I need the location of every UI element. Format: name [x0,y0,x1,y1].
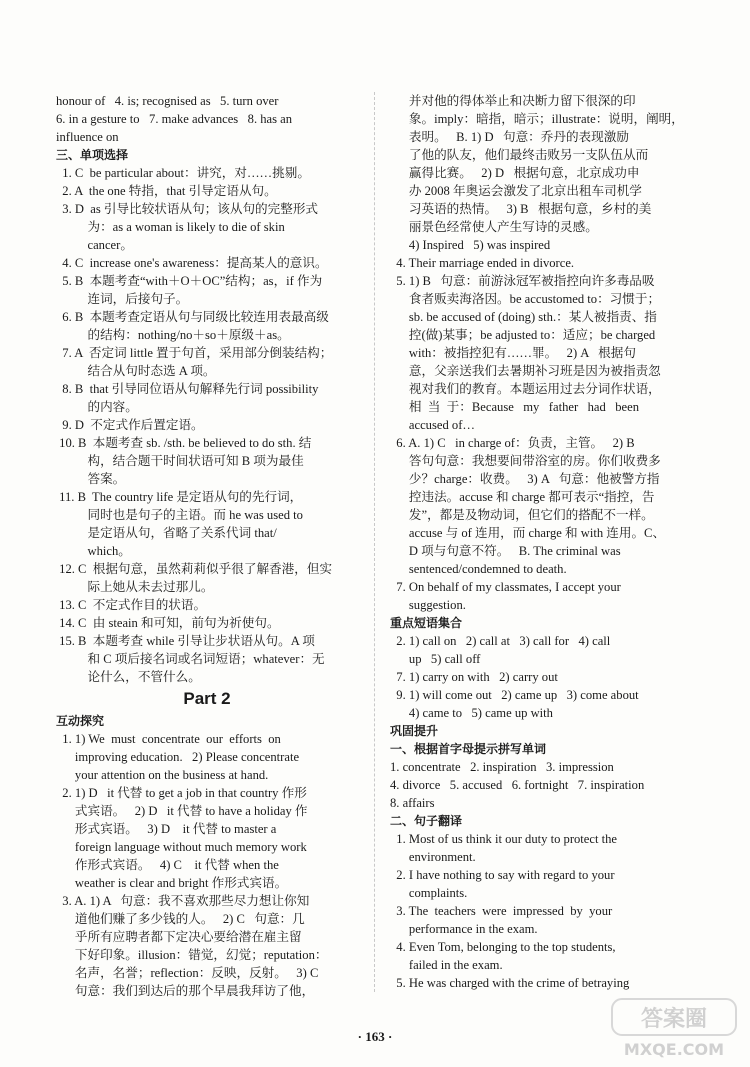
answer-line: accused of… [390,418,475,432]
answer-line: 6. in a gesture to 7. make advances 8. has an [56,112,293,126]
section-heading: 巩固提升 [390,724,439,738]
answer-line: 句意：我们到达后的那个早晨我拜访了他， [56,984,315,998]
answer-line: 是定语从句，省略了关系代词 that/ [56,526,277,540]
answer-line: with：被指控犯有……罪。 2) A 根据句 [390,346,636,360]
answer-line: 5. He was charged with the crime of betraying [390,976,630,990]
answer-line: complaints. [390,886,468,900]
answer-line: 10. B 本题考查 sb. /sth. be believed to do sth. 结 [56,436,312,450]
answer-line: 相 当 于：Because my father had been [390,400,640,414]
answer-line: 答句句意：我想要间带浴室的房。你们收费多 [390,454,661,468]
answer-line: 习英语的热情。 3) B 根据句意，乡村的美 [390,202,652,216]
section-heading: 重点短语集合 [390,616,463,630]
watermark-url: MXQE.COM [623,1040,725,1059]
answer-line: 1. C be particular about：讲究，对……挑剔。 [56,166,310,180]
answer-line: 意，父亲送我们去暑期补习班是因为被指责忽 [390,364,661,378]
answer-line: improving education. 2) Please concentrate [56,750,300,764]
answer-line: 7. 1) carry on with 2) carry out [390,670,558,684]
part-heading: Part 2 [183,689,231,708]
answer-line: 形式宾语。 3) D it 代替 to master a [56,822,277,836]
answer-line: 了他的队友，他们最终击败另一支队伍从而 [390,148,649,162]
answer-line: 办 2008 年奥运会激发了北京出租车司机学 [390,184,642,198]
answer-line: 食者贩卖海洛因。be accustomed to：习惯于； [390,292,661,306]
answer-line: 发”，都是及物动词，但它们的搭配不一样。 [390,508,654,522]
section-heading: 一、根据首字母提示拼写单词 [390,742,547,756]
answer-line: 结合从句时态选 A 项。 [56,364,216,378]
answer-line: 6. B 本题考查定语从句与同级比较连用表最高级 [56,310,329,324]
answer-line: failed in the exam. [390,958,503,972]
answer-line: 作形式宾语。 4) C it 代替 when the [56,858,279,872]
column-divider [374,92,375,992]
answer-line: suggestion. [390,598,466,612]
section-heading: 三、单项选择 [56,148,129,162]
watermark-logo [604,993,744,1063]
answer-line: honour of 4. is; recognised as 5. turn over [56,94,279,108]
right-column [390,92,690,992]
answer-line: 赢得比赛。 2) D 根据句意，北京成功申 [390,166,640,180]
answer-line: 2. 1) D it 代替 to get a job in that country 作形 [56,786,307,800]
answer-line: 表明。 B. 1) D 句意：乔丹的表现激励 [390,130,629,144]
answer-line: 12. C 根据句意，虽然莉莉似乎很了解香港，但实 [56,562,333,576]
watermark-text: 答案圈 [640,1007,708,1032]
answer-line: 和 C 项后接名词或名词短语；whatever：无 [56,652,325,666]
left-column [56,92,358,1000]
answer-line: 3. A. 1) A 句意：我不喜欢那些尽力想让你知 [56,894,310,908]
answer-line: 8. affairs [390,796,435,810]
answer-line: 式宾语。 2) D it 代替 to have a holiday 作 [56,804,308,818]
answer-line: accuse 与 of 连用，而 charge 和 with 连用。C、 [390,526,666,540]
answer-line: 构，结合题干时间状语可知 B 项为最佳 [56,454,304,468]
answer-line: 1. concentrate 2. inspiration 3. impression [390,760,614,774]
answer-line: 5. B 本题考查“with＋O＋OC”结构；as，if 作为 [56,274,323,288]
answer-line: cancer。 [56,238,133,252]
answer-line: 7. A 否定词 little 置于句首，采用部分倒装结构； [56,346,333,360]
answer-line: 1. Most of us think it our duty to protect the [390,832,618,846]
answer-line: 为：as a woman is likely to die of skin [56,220,285,234]
answer-line: 象。imply：暗指，暗示；illustrate：说明，阐明， [390,112,684,126]
answer-line: 4) Inspired 5) was inspired [390,238,551,252]
answer-line: 2. 1) call on 2) call at 3) call for 4) call [390,634,611,648]
answer-line: 4. divorce 5. accused 6. fortnight 7. inspiration [390,778,645,792]
answer-line: 9. 1) will come out 2) came up 3) come about [390,688,639,702]
answer-line: 4. Even Tom, belonging to the top students, [390,940,616,954]
answer-line: 4. C increase one's awareness：提高某人的意识。 [56,256,328,270]
answer-line: 6. A. 1) C in charge of：负责，主管。 2) B [390,436,635,450]
answer-line: environment. [390,850,476,864]
answer-line: sb. be accused of (doing) sth.：某人被指责、指 [390,310,657,324]
answer-line: 14. C 由 steain 和可知，前句为祈使句。 [56,616,280,630]
answer-line: 9. D 不定式作后置定语。 [56,418,204,432]
answer-line: 并对他的得体举止和决断力留下很深的印 [390,94,636,108]
answer-line: 同时也是句子的主语。而 he was used to [56,508,303,522]
section-heading: 互动探究 [56,714,105,728]
answer-line: 视对我们的教育。本题运用过去分词作状语， [390,382,661,396]
answer-line: 际上她从未去过那儿。 [56,580,214,594]
answer-line: 答案。 [56,472,126,486]
answer-line: weather is clear and bright 作形式宾语。 [56,876,288,890]
answer-line: 的结构：nothing/no＋so＋原级＋as。 [56,328,290,342]
answer-line: 控违法。accuse 和 charge 都可表示“指控，告 [390,490,655,504]
answer-line: up 5) call off [390,652,481,666]
answer-line: foreign language without much memory work [56,840,307,854]
answer-line: 名声，名誉；reflection：反映，反射。 3) C [56,966,319,980]
answer-line: 下好印象。illusion：错觉，幻觉；reputation： [56,948,328,962]
answer-line: 1. 1) We must concentrate our efforts on [56,732,281,746]
answer-line: 2. I have nothing to say with regard to your [390,868,615,882]
answer-line: 乎所有应聘者都下定决心要给潜在雇主留 [56,930,302,944]
answer-line: 8. B that 引导同位语从句解释先行词 possibility [56,382,319,396]
answer-line: 15. B 本题考查 while 引导让步状语从句。A 项 [56,634,315,648]
answer-line: 少？charge：收费。 3) A 句意：他被警方指 [390,472,660,486]
answer-line: your attention on the business at hand. [56,768,269,782]
section-heading: 二、句子翻译 [390,814,463,828]
answer-line: 的内容。 [56,400,138,414]
answer-line: 3. D as 引导比较状语从句；该从句的完整形式 [56,202,319,216]
answer-line: 道他们赚了多少钱的人。 2) C 句意：几 [56,912,305,926]
answer-line: 4) came to 5) came up with [390,706,553,720]
page-number: · 163 · [357,1029,393,1044]
answer-line: 连词，后接句子。 [56,292,189,306]
answer-line: which。 [56,544,131,558]
answer-line: 丽景色经常使人产生写诗的灵感。 [390,220,598,234]
answer-line: 3. The teachers were impressed by your [390,904,613,918]
answer-line: 7. On behalf of my classmates, I accept your [390,580,621,594]
answer-line: 论什么，不管什么。 [56,670,201,684]
answer-line: 5. 1) B 句意：前游泳冠军被指控向许多毒品吸 [390,274,655,288]
answer-line: 11. B The country life 是定语从句的先行词， [56,490,303,504]
answer-line: 控(做)某事；be adjusted to：适应；be charged [390,328,656,342]
answer-line: sentenced/condemned to death. [390,562,567,576]
answer-line: D 项与句意不符。 B. The criminal was [390,544,621,558]
answer-line: 2. A the one 特指，that 引导定语从句。 [56,184,277,198]
answer-line: 13. C 不定式作目的状语。 [56,598,207,612]
answer-line: 4. Their marriage ended in divorce. [390,256,575,270]
answer-line: influence on [56,130,119,144]
answer-line: performance in the exam. [390,922,538,936]
